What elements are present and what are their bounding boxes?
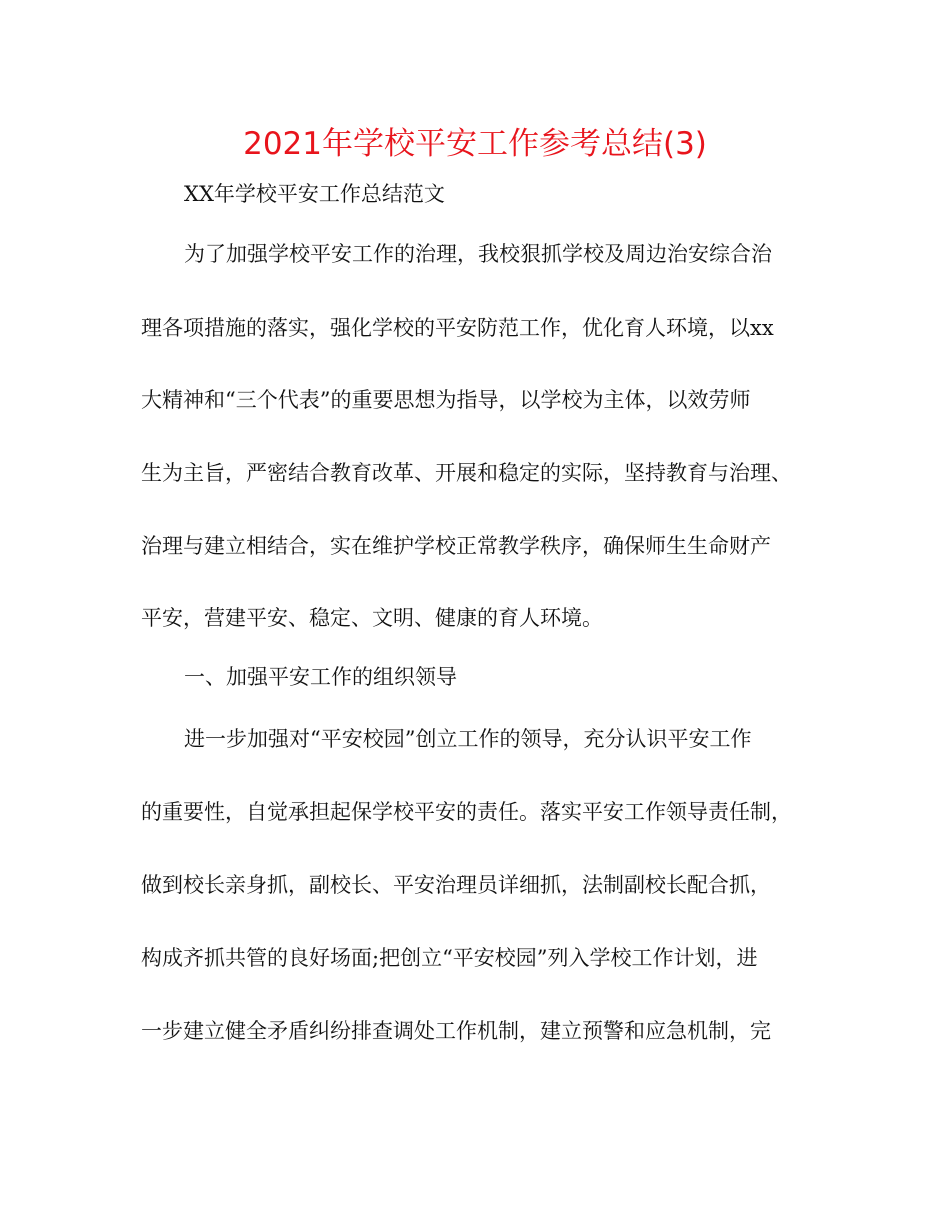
document-title: 2021年学校平安工作参考总结(3) (243, 126, 707, 162)
paragraph-line: 做到校长亲身抓，副校长、平安治理员详细抓，法制副校长配合抓， (141, 873, 771, 897)
paragraph-line: 构成齐抓共管的良好场面;把创立“平安校园”列入学校工作计划，进 (141, 946, 758, 970)
paragraph-line: 理各项措施的落实，强化学校的平安防范工作，优化育人环境，以xx (141, 316, 774, 340)
paragraph-line: 大精神和“三个代表”的重要思想为指导，以学校为主体，以效劳师 (141, 388, 751, 412)
paragraph-line: 平安，营建平安、稳定、文明、健康的育人环境。 (141, 606, 603, 630)
paragraph-line: 一步建立健全矛盾纠纷排查调处工作机制，建立预警和应急机制，完 (141, 1019, 771, 1043)
paragraph-line: 治理与建立相结合，实在维护学校正常教学秩序，确保师生生命财产 (141, 534, 771, 558)
section-heading: 一、加强平安工作的组织领导 (184, 665, 457, 689)
paragraph-line: 进一步加强对“平安校园”创立工作的领导，充分认识平安工作 (184, 727, 752, 751)
paragraph-line: 生为主旨，严密结合教育改革、开展和稳定的实际，坚持教育与治理、 (141, 461, 792, 485)
paragraph-line: 的重要性，自觉承担起保学校平安的责任。落实平安工作领导责任制， (141, 800, 792, 824)
paragraph-line: 为了加强学校平安工作的治理，我校狠抓学校及周边治安综合治 (184, 242, 772, 266)
document-subtitle: XX年学校平安工作总结范文 (184, 182, 445, 206)
